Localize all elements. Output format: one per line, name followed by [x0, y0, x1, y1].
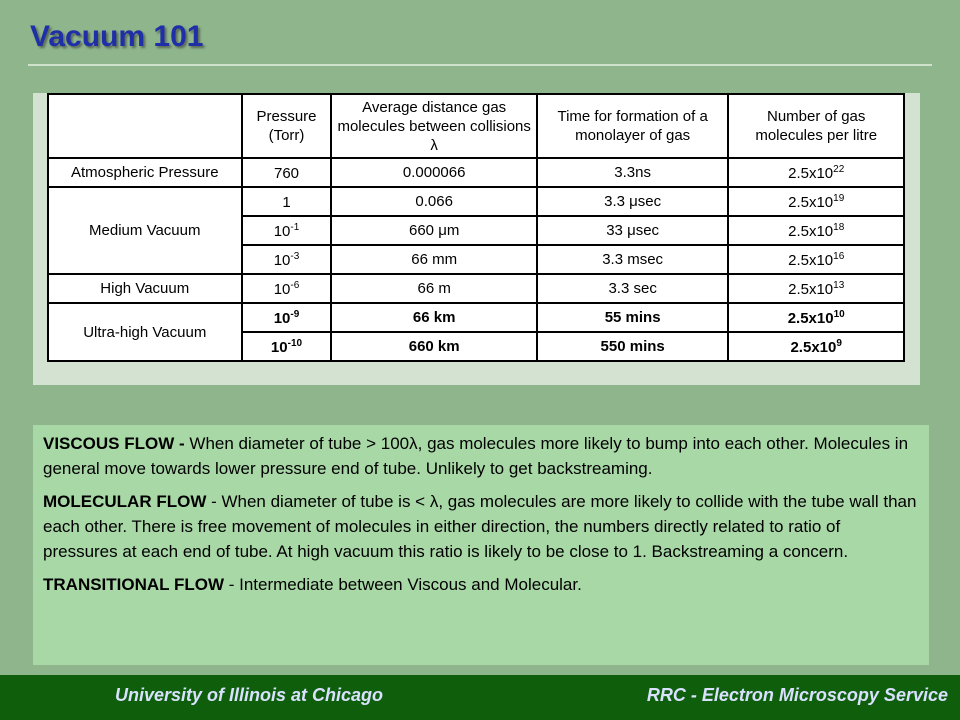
- header-molecule-count: Number of gas molecules per litre: [728, 94, 904, 158]
- pressure-cell: $10^{-6}$: [242, 274, 332, 303]
- group-label: Ultra-high Vacuum: [48, 303, 242, 361]
- title-divider: [28, 64, 932, 66]
- table-row: [48, 274, 904, 303]
- footer-university: University of Illinois at Chicago: [115, 685, 384, 705]
- pressure-cell: $10^{-10}$: [242, 332, 332, 361]
- viscous-flow-text: When diameter of tube > 100λ, gas molecules more likely to bump into each other. Molecules in general move towards lower pressure end of tube. Unlikely to get backstreaming.: [43, 434, 909, 478]
- time-cell: 3.3 μsec: [537, 187, 729, 216]
- pressure-cell: $10^{-3}$: [242, 245, 332, 274]
- vacuum-table: [47, 93, 905, 362]
- table-row: [48, 158, 904, 187]
- distance-cell: 0.066: [331, 187, 536, 216]
- transitional-flow-paragraph: [43, 572, 919, 597]
- pressure-cell: 1: [242, 187, 332, 216]
- count-cell: $2.5x10^{13}$: [728, 274, 904, 303]
- time-cell: 3.3 sec: [537, 274, 729, 303]
- pressure-cell: $10^{-1}$: [242, 216, 332, 245]
- time-cell: 550 mins: [537, 332, 729, 361]
- footer-bar: [0, 675, 960, 720]
- distance-cell: 66 km: [331, 303, 536, 332]
- slide-title: Vacuum 101: [30, 20, 204, 53]
- time-cell: 3.3ns: [537, 158, 729, 187]
- time-cell: 55 mins: [537, 303, 729, 332]
- table-row: [48, 187, 904, 216]
- header-pressure: Pressure (Torr): [242, 94, 332, 158]
- molecular-flow-label: MOLECULAR FLOW: [43, 492, 207, 511]
- distance-cell: 660 km: [331, 332, 536, 361]
- molecular-flow-paragraph: [43, 489, 919, 564]
- footer-service: RRC - Electron Microscopy Service: [646, 685, 948, 705]
- count-cell: $2.5x10^{19}$: [728, 187, 904, 216]
- header-monolayer-time: Time for formation of a monolayer of gas: [537, 94, 729, 158]
- transitional-flow-text: - Intermediate between Viscous and Molecular.: [224, 575, 582, 594]
- distance-cell: 66 mm: [331, 245, 536, 274]
- pressure-cell: 760: [242, 158, 332, 187]
- count-cell: $2.5x10^{10}$: [728, 303, 904, 332]
- table-header-row: [48, 94, 904, 158]
- transitional-flow-label: TRANSITIONAL FLOW: [43, 575, 224, 594]
- count-cell: $2.5x10^{18}$: [728, 216, 904, 245]
- count-cell: $2.5x10^{16}$: [728, 245, 904, 274]
- distance-cell: 660 μm: [331, 216, 536, 245]
- header-distance: Average distance gas molecules between collisions λ: [331, 94, 536, 158]
- count-cell: $2.5x10^{22}$: [728, 158, 904, 187]
- table-panel: [33, 93, 920, 385]
- time-cell: 33 μsec: [537, 216, 729, 245]
- flow-description-panel: [33, 425, 929, 665]
- header-blank: [48, 94, 242, 158]
- table-row: [48, 303, 904, 332]
- distance-cell: 66 m: [331, 274, 536, 303]
- group-label: Medium Vacuum: [48, 187, 242, 274]
- group-label: Atmospheric Pressure: [48, 158, 242, 187]
- group-label: High Vacuum: [48, 274, 242, 303]
- count-cell: $2.5x10^9$: [728, 332, 904, 361]
- viscous-flow-label: VISCOUS FLOW -: [43, 434, 185, 453]
- time-cell: 3.3 msec: [537, 245, 729, 274]
- molecular-flow-text: - When diameter of tube is < λ, gas molecules are more likely to collide with the tube wall than each other. There is free movement of molecules in either direction, the numbers directly related to ratio of pressures at each end of tube. At high vacuum this ratio is likely to be close to 1. Backstreaming a concern.: [43, 492, 917, 561]
- viscous-flow-paragraph: [43, 431, 919, 481]
- distance-cell: 0.000066: [331, 158, 536, 187]
- pressure-cell: $10^{-9}$: [242, 303, 332, 332]
